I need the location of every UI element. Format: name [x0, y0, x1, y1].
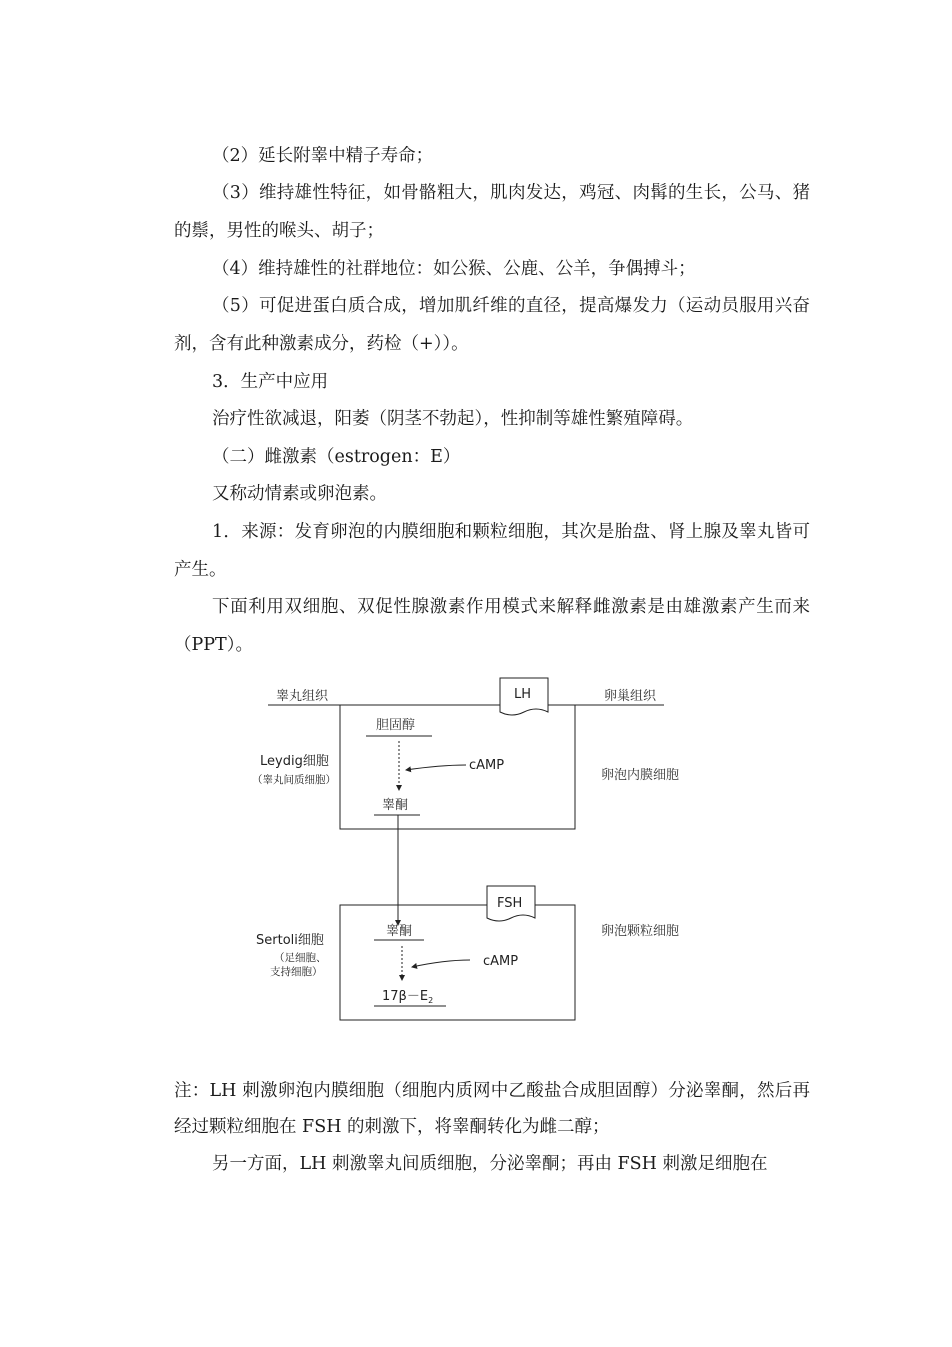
granulosa-cell-label: 卵泡颗粒细胞 [601, 924, 680, 939]
testosterone-top-label: 睾酮 [382, 798, 409, 813]
note-continuation: 另一方面，LH 刺激睾丸间质细胞，分泌睾酮；再由 FSH 刺激足细胞在 [212, 1154, 768, 1174]
leydig-cell-label: Leydig细胞 [260, 754, 329, 769]
cholesterol-label: 胆固醇 [376, 718, 416, 733]
paragraph-source: 1．来源：发育卵泡的内膜细胞和颗粒细胞，其次是胎盘、肾上腺及睾丸皆可产生。 [174, 522, 810, 580]
lh-label: LH [514, 687, 532, 702]
paragraph-two-cell: 下面利用双细胞、双促性腺激素作用模式来解释雌激素是由雄激素产生而来（PPT）。 [174, 597, 810, 655]
ovary-tissue-label: 卵巢组织 [604, 689, 657, 704]
paragraph-3: （4）维持雄性的社群地位：如公猴、公鹿、公羊，争偶搏斗； [212, 259, 696, 279]
theca-cell-label: 卵泡内膜细胞 [601, 768, 680, 783]
fsh-label: FSH [497, 896, 523, 911]
lower-cell-box [340, 905, 575, 1020]
upper-camp-label: cAMP [469, 758, 505, 773]
paragraph-6: 又称动情素或卵泡素。 [212, 484, 387, 504]
testis-tissue-label: 睾丸组织 [276, 689, 329, 704]
lower-camp-arrow [412, 960, 470, 967]
sertoli-cell-sublabel-1: （足细胞、 [274, 952, 327, 964]
estradiol-label: $17\beta-E_2$ [382, 989, 434, 1005]
paragraph-4: （5）可促进蛋白质合成，增加肌纤维的直径，提高爆发力（运动员服用兴奋剂，含有此种激素成分，药检（+））。 [174, 296, 810, 354]
sertoli-cell-sublabel-2: 支持细胞） [270, 966, 323, 978]
leydig-cell-sublabel: （睾丸间质细胞） [252, 774, 336, 786]
note-paragraph: 注：LH 刺激卵泡内膜细胞（细胞内质网中乙酸盐合成胆固醇）分泌睾酮，然后再经过颗粒细胞在 FSH 的刺激下，将睾酮转化为雌二醇； [174, 1081, 810, 1138]
paragraph-5: 治疗性欲减退，阳萎（阴茎不勃起），性抑制等雄性繁殖障碍。 [212, 409, 694, 429]
paragraph-2: （3）维持雄性特征，如骨骼粗大，肌肉发达，鸡冠、肉髯的生长，公马、猪的鬃，男性的喉头、胡子； [174, 183, 810, 241]
upper-camp-arrow [406, 765, 466, 770]
testosterone-bottom-label: 睾酮 [386, 924, 413, 939]
paragraph-1: （2）延长附睾中精子寿命； [212, 146, 434, 166]
lower-camp-label: cAMP [483, 954, 519, 969]
section-heading-estrogen: （二）雌激素（estrogen：E） [212, 447, 461, 467]
sertoli-cell-label: Sertoli细胞 [256, 933, 324, 948]
section-heading-application: 3．生产中应用 [212, 372, 329, 392]
